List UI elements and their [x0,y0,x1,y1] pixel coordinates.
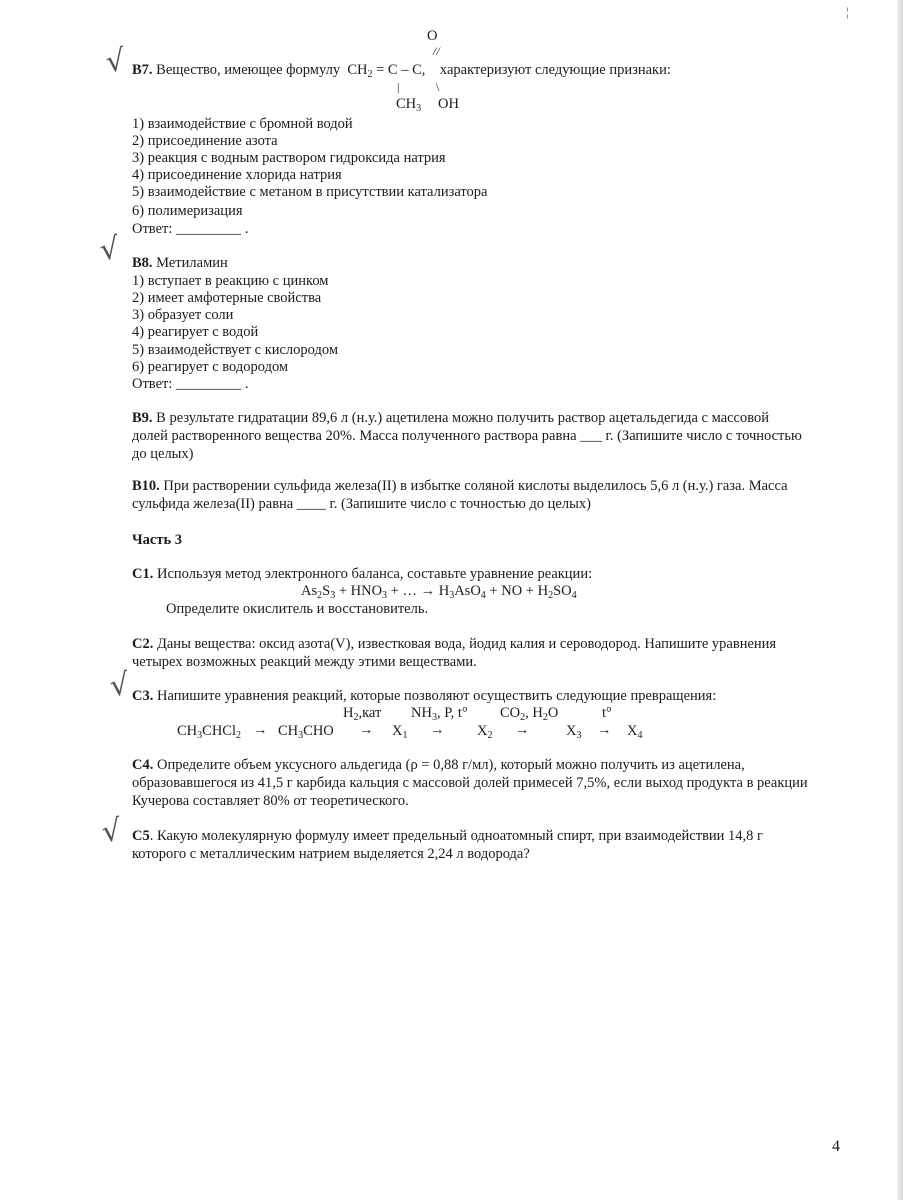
c5-line-2: которого с металлическим натрием выделяется 2,24 л водорода? [132,846,530,862]
c3-arrow-4: → [515,722,530,738]
c3-condition-1: $H_2,кат$ [343,705,382,723]
part-3-title: Часть 3 [132,532,182,548]
check-mark-b8: √ [97,230,122,269]
c3-arrow-5: → [597,722,612,738]
b7-option-4: 4) присоединение хлорида натрия [132,167,342,183]
c4-number: С4. [132,757,154,773]
b7-option-3: 3) реакция с водным раствором гидроксида натрия [132,150,446,166]
b8-question [132,255,228,272]
b7-number: В7. [132,62,153,78]
c3-condition-2: $NH_3$, P, t° [411,705,468,723]
scan-edge [897,0,903,1200]
b9-line-2: долей растворенного вещества 20%. Масса полученного раствора равна ___ г. (Запишите число с точностью [132,428,802,444]
c3-x1: $X_1$ [392,723,408,741]
b7-question [132,62,671,79]
b7-double-bond: // [433,44,440,58]
b7-oh-group: OH [438,96,459,112]
c4-line-2: образовавшегося из 41,5 г карбида кальция с массовой долей примесей 7,5%, если выход продукта в реакции [132,775,808,791]
b7-option-1: 1) взаимодействие с бромной водой [132,116,353,132]
b7-formula: $CH_2 = C - C$, [347,62,426,80]
b7-option-2: 2) присоединение азота [132,133,278,149]
c2-line-1: С2. Даны вещества: оксид азота(V), известковая вода, йодид калия и сероводород. Напишите уравнения [132,636,777,652]
check-mark-b7: √ [103,42,128,81]
b7-option-6: 6) полимеризация [132,203,243,219]
c5-number: С5 [132,828,150,844]
c2-line-2: четырех возможных реакций между этими веществами. [132,654,477,670]
c5-line-1: С5. Какую молекулярную формулу имеет предельный одноатомный спирт, при взаимодействии 14,8 г [132,828,764,844]
c3-arrow-3: → [430,722,445,738]
b7-back-bond: \ [436,80,440,94]
b8-option-3: 3) образует соли [132,307,234,323]
b8-number: В8. [132,255,153,271]
b7-text-after: характеризуют следующие признаки: [439,62,671,78]
b7-option-5: 5) взаимодействие с метаном в присутствии катализатора [132,184,488,200]
b8-title: Метиламин [156,255,228,271]
c3-number: С3. [132,688,154,704]
c4-line-1: С4. Определите объем уксусного альдегида (ρ = 0,88 г/мл), который можно получить из ацетилена, [132,757,745,773]
c3-condition-3: $CO_2$, $H_2O$ [500,705,559,723]
c1-equation: $As_2S_3 + HNO_3$ + … → $H_3AsO_4$ + NO + $H_2SO_4$ [301,583,577,601]
b9-line-1: В9. В результате гидратации 89,6 л (н.у.) ацетилена можно получить раствор ацетальдегида с массовой [132,410,770,426]
c3-arrow-2: → [359,722,374,738]
b8-option-5: 5) взаимодействует с кислородом [132,342,339,358]
check-mark-c3: √ [107,666,132,705]
b9-number: В9. [132,410,153,426]
b7-ch3-group: $CH_3$ [396,96,422,114]
c3-question: С3. Напишите уравнения реакций, которые позволяют осуществить следующие превращения: [132,688,717,704]
c3-substance-2: $CH_3CHO$ [278,723,334,741]
page-number: 4 [832,1138,840,1155]
c3-x2: $X_2$ [477,723,493,741]
c1-task: Определите окислитель и восстановитель. [166,601,429,617]
c2-number: С2. [132,636,154,652]
b8-option-6: 6) реагирует с водородом [132,359,289,375]
c1-number: С1. [132,566,154,582]
b10-number: В10. [132,478,160,494]
b8-option-1: 1) вступает в реакцию с цинком [132,273,329,289]
check-mark-c5: √ [99,812,124,851]
b7-answer: Ответ: _________ . [132,221,249,237]
c3-x3: $X_3$ [566,723,582,741]
c3-arrow-1: → [253,722,268,738]
b7-oxygen-label: O [427,28,438,44]
b7-text-before: Вещество, имеющее формулу [156,62,341,78]
b9-line-3: до целых) [132,446,194,462]
b7-vertical-bond: | [397,80,400,94]
corner-mark: ¦ [846,4,849,19]
c4-line-3: Кучерова составляет 80% от теоретического. [132,793,409,809]
b10-line-2: сульфида железа(II) равна ____ г. (Запишите число с точностью до целых) [132,496,591,512]
c3-condition-4: t° [602,705,612,721]
c3-x4: $X_4$ [627,723,643,741]
b10-line-1: В10. При растворении сульфида железа(II) в избытке соляной кислоты выделилось 5,6 л (н.у.) газа. Масса [132,478,788,494]
b8-option-2: 2) имеет амфотерные свойства [132,290,322,306]
c3-substance-1: $CH_3CHCl_2$ [177,723,241,741]
c1-question: С1. Используя метод электронного баланса, составьте уравнение реакции: [132,566,593,582]
b8-option-4: 4) реагирует с водой [132,324,259,340]
b8-answer: Ответ: _________ . [132,376,249,392]
